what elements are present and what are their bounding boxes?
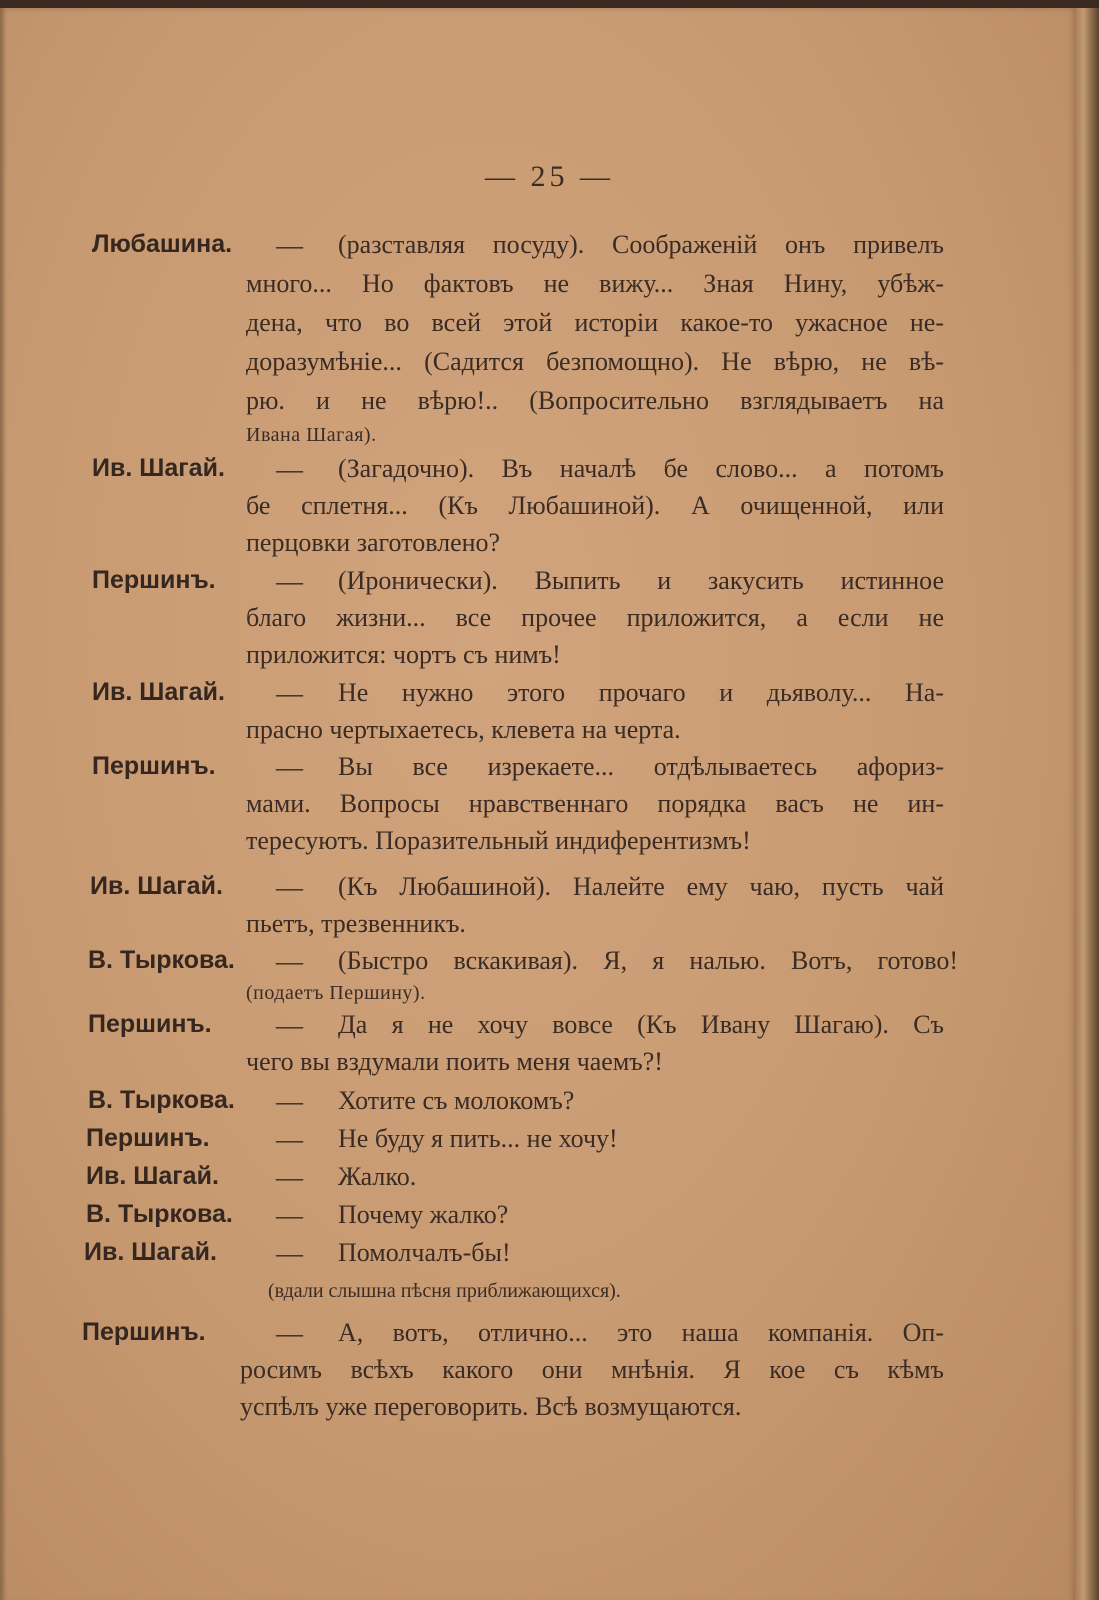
speech-line: Помолчалъ-бы!: [338, 1238, 511, 1267]
dash: —: [276, 1238, 303, 1268]
speech-line: росимъ всѣхъ какого они мнѣнія. Я кое съ кѣмъ: [240, 1355, 944, 1384]
speech-line: пьетъ, трезвенникъ.: [246, 909, 466, 938]
speech-line: Хотите съ молокомъ?: [338, 1086, 575, 1115]
speech-line: доразумѣніе... (Садится безпомощно). Не вѣрю, не вѣ-: [246, 347, 944, 376]
dash: —: [276, 230, 303, 260]
dash: —: [276, 1162, 303, 1192]
speech-line: (Быстро вскакивая). Я, я налью. Вотъ, готово!: [338, 946, 958, 975]
speech-line: много... Но фактовъ не вижу... Зная Нину, убѣж-: [246, 269, 944, 298]
speech-line: мами. Вопросы нравственнаго порядка васъ не ин-: [246, 789, 944, 818]
dash: —: [276, 566, 303, 596]
speaker-name: В. Тыркова.: [86, 1200, 233, 1228]
speech-line: чего вы вздумали поить меня чаемъ?!: [246, 1047, 663, 1076]
dash: —: [276, 1200, 303, 1230]
speech-line: Не нужно этого прочаго и дьяволу... На-: [338, 678, 944, 707]
speech-line: благо жизни... все прочее приложится, а если не: [246, 603, 944, 632]
dash: —: [276, 946, 303, 976]
page-number: — 25 —: [485, 160, 614, 193]
speech-line: (подаетъ Першину).: [246, 982, 426, 1004]
dash: —: [276, 454, 303, 484]
dash: —: [276, 1318, 303, 1348]
speech-line: (разставляя посуду). Соображеній онъ привелъ: [338, 230, 944, 259]
speech-line: дена, что во всей этой исторіи какое-то ужасное не-: [246, 308, 944, 337]
speech-line: перцовки заготовлено?: [246, 528, 501, 557]
dash: —: [276, 678, 303, 708]
speaker-name: Першинъ.: [82, 1318, 206, 1346]
speech-line: Жалко.: [338, 1162, 417, 1191]
speaker-name: В. Тыркова.: [88, 1086, 235, 1114]
speech-line: Да я не хочу вовсе (Къ Ивану Шагаю). Съ: [338, 1010, 944, 1039]
speech-line: тересуютъ. Поразительный индиферентизмъ!: [246, 826, 751, 855]
dash: —: [276, 1086, 303, 1116]
speech-line: Ивана Шагая).: [246, 424, 377, 446]
speaker-name: Ив. Шагай.: [92, 678, 225, 706]
speaker-name: Першинъ.: [88, 1010, 212, 1038]
dash: —: [276, 872, 303, 902]
dash: —: [276, 1010, 303, 1040]
speaker-name: Першинъ.: [92, 566, 216, 594]
top-border: [0, 0, 1099, 8]
speaker-name: В. Тыркова.: [88, 946, 235, 974]
speaker-name: Ив. Шагай.: [84, 1238, 217, 1266]
speech-line: прасно чертыхаетесь, клевета на черта.: [246, 715, 681, 744]
speech-line: А, вотъ, отлично... это наша компанія. Оп-: [338, 1318, 944, 1347]
speech-line: (Загадочно). Въ началѣ бе слово... а потомъ: [338, 454, 944, 483]
speech-line: (Иронически). Выпить и закусить истинное: [338, 566, 944, 595]
speech-line: (Къ Любашиной). Налейте ему чаю, пусть чай: [338, 872, 944, 901]
speech-line: Вы все изрекаете... отдѣлываетесь афориз-: [338, 752, 944, 781]
dash: —: [276, 1124, 303, 1154]
speaker-name: Любашина.: [92, 230, 233, 258]
speaker-name: Першинъ.: [92, 752, 216, 780]
speaker-name: Першинъ.: [86, 1124, 210, 1152]
speech-line: Почему жалко?: [338, 1200, 509, 1229]
speech-line: Не буду я пить... не хочу!: [338, 1124, 618, 1153]
stage-direction: (вдали слышна пѣсня приближающихся).: [268, 1280, 621, 1302]
speaker-name: Ив. Шагай.: [92, 454, 225, 482]
speaker-name: Ив. Шагай.: [90, 872, 223, 900]
speech-line: бе сплетня... (Къ Любашиной). А очищенной, или: [246, 491, 944, 520]
book-spine: [1075, 0, 1099, 1600]
speech-line: приложится: чортъ съ нимъ!: [246, 640, 561, 669]
speech-line: успѣлъ уже переговорить. Всѣ возмущаются.: [240, 1392, 742, 1421]
page-left-edge: [0, 0, 6, 1600]
speech-line: рю. и не вѣрю!.. (Вопросительно взглядываетъ на: [246, 386, 944, 415]
dash: —: [276, 752, 303, 782]
speaker-name: Ив. Шагай.: [86, 1162, 219, 1190]
